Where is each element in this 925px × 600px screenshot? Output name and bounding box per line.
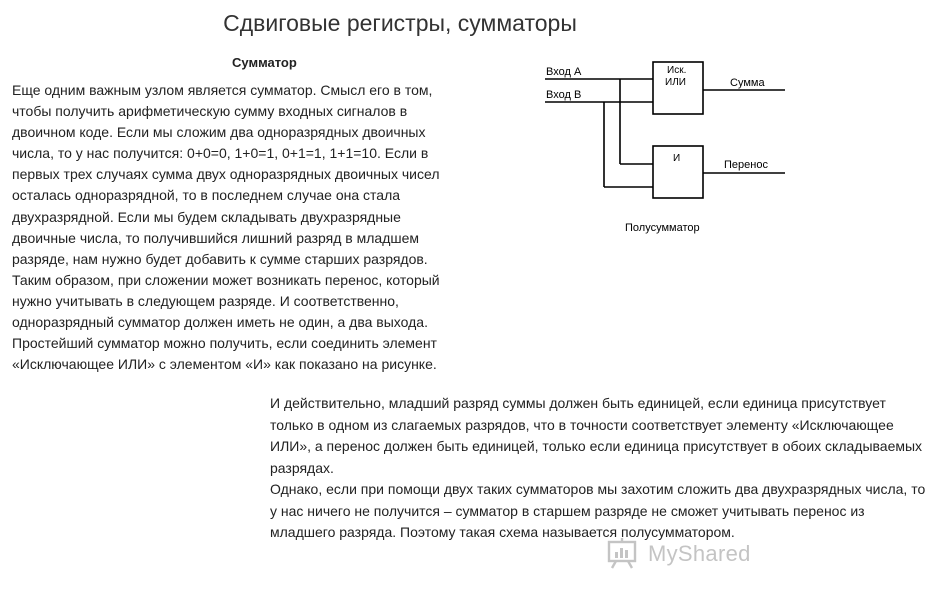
main-text-line: двоичные числа, то получившийся лишний разряд в младшем bbox=[12, 229, 420, 246]
diagram-caption: Полусумматор bbox=[625, 222, 700, 234]
and-label: И bbox=[673, 153, 681, 164]
main-text-line: чтобы получить арифметическую сумму входных сигналов в bbox=[12, 103, 408, 120]
bottom-text-line: только в одном из слагаемых разрядов, что в точности соответствует элементу «Исключающее bbox=[270, 416, 894, 433]
bottom-text-line: Однако, если при помощи двух таких сумматоров мы захотим сложить два двухразрядных числа, то bbox=[270, 481, 925, 497]
bottom-text-line: младшего разряда. Поэтому такая схема называется полусумматором. bbox=[270, 524, 735, 540]
bottom-text-line: ИЛИ», а перенос должен быть единицей, только если единица присутствует в обоих складываемых bbox=[270, 438, 923, 454]
xor-label-2: ИЛИ bbox=[665, 77, 686, 88]
main-paragraph bbox=[12, 80, 518, 375]
xor-label-1: Иск. bbox=[667, 65, 687, 76]
bottom-text-line: разрядах. bbox=[270, 459, 334, 476]
sum-output-label: Сумма bbox=[730, 77, 765, 89]
main-text-line: Еще одним важным узлом является сумматор. Смысл его в том, bbox=[12, 82, 433, 98]
watermark bbox=[606, 536, 776, 572]
main-text-line: осталась одноразрядной, то в последнем случае она стала bbox=[12, 187, 401, 204]
main-text-line: «Исключающее ИЛИ» с элементом «И» как показано на рисунке. bbox=[12, 356, 437, 373]
bottom-paragraph bbox=[270, 393, 925, 544]
bottom-text-line: И действительно, младший разряд суммы должен быть единицей, если единица присутствует bbox=[270, 395, 886, 411]
input-b-label: Вход В bbox=[546, 89, 582, 101]
main-text-line: нужно учитывать в следующем разряде. И соответственно, bbox=[12, 292, 399, 309]
input-a-label: Вход А bbox=[546, 66, 582, 78]
main-text-line: одноразрядный сумматор должен иметь не один, а два выхода. bbox=[12, 314, 428, 331]
presentation-icon bbox=[606, 536, 642, 570]
main-text-line: двухразрядной. Если мы будем складывать двухразрядные bbox=[12, 208, 401, 225]
main-text-line: Таким образом, при сложении может возникать перенос, который bbox=[12, 271, 440, 288]
main-text-line: числа, то у нас получится: 0+0=0, 1+0=1, 0+1=1, 1+1=10. Если в bbox=[12, 145, 429, 162]
main-text-line: первых трех случаях сумма двух одноразрядных двоичных чисел bbox=[12, 166, 440, 183]
slide-title: Сдвиговые регистры, сумматоры bbox=[223, 10, 577, 36]
section-subtitle: Сумматор bbox=[232, 55, 297, 70]
main-text-line: двоичном коде. Если мы сложим два одноразрядных двоичных bbox=[12, 124, 426, 141]
main-text-line: разряде, нам нужно будет добавить к сумме старших разрядов. bbox=[12, 250, 428, 267]
half-adder-diagram bbox=[540, 52, 790, 242]
main-text-line: Простейший сумматор можно получить, если соединить элемент bbox=[12, 335, 437, 352]
carry-output-label: Перенос bbox=[724, 159, 768, 171]
bottom-text-line: у нас ничего не получится – сумматор в старшем разряде не сможет учитывать перенос из bbox=[270, 502, 865, 519]
watermark-text: MyShared bbox=[648, 541, 751, 566]
